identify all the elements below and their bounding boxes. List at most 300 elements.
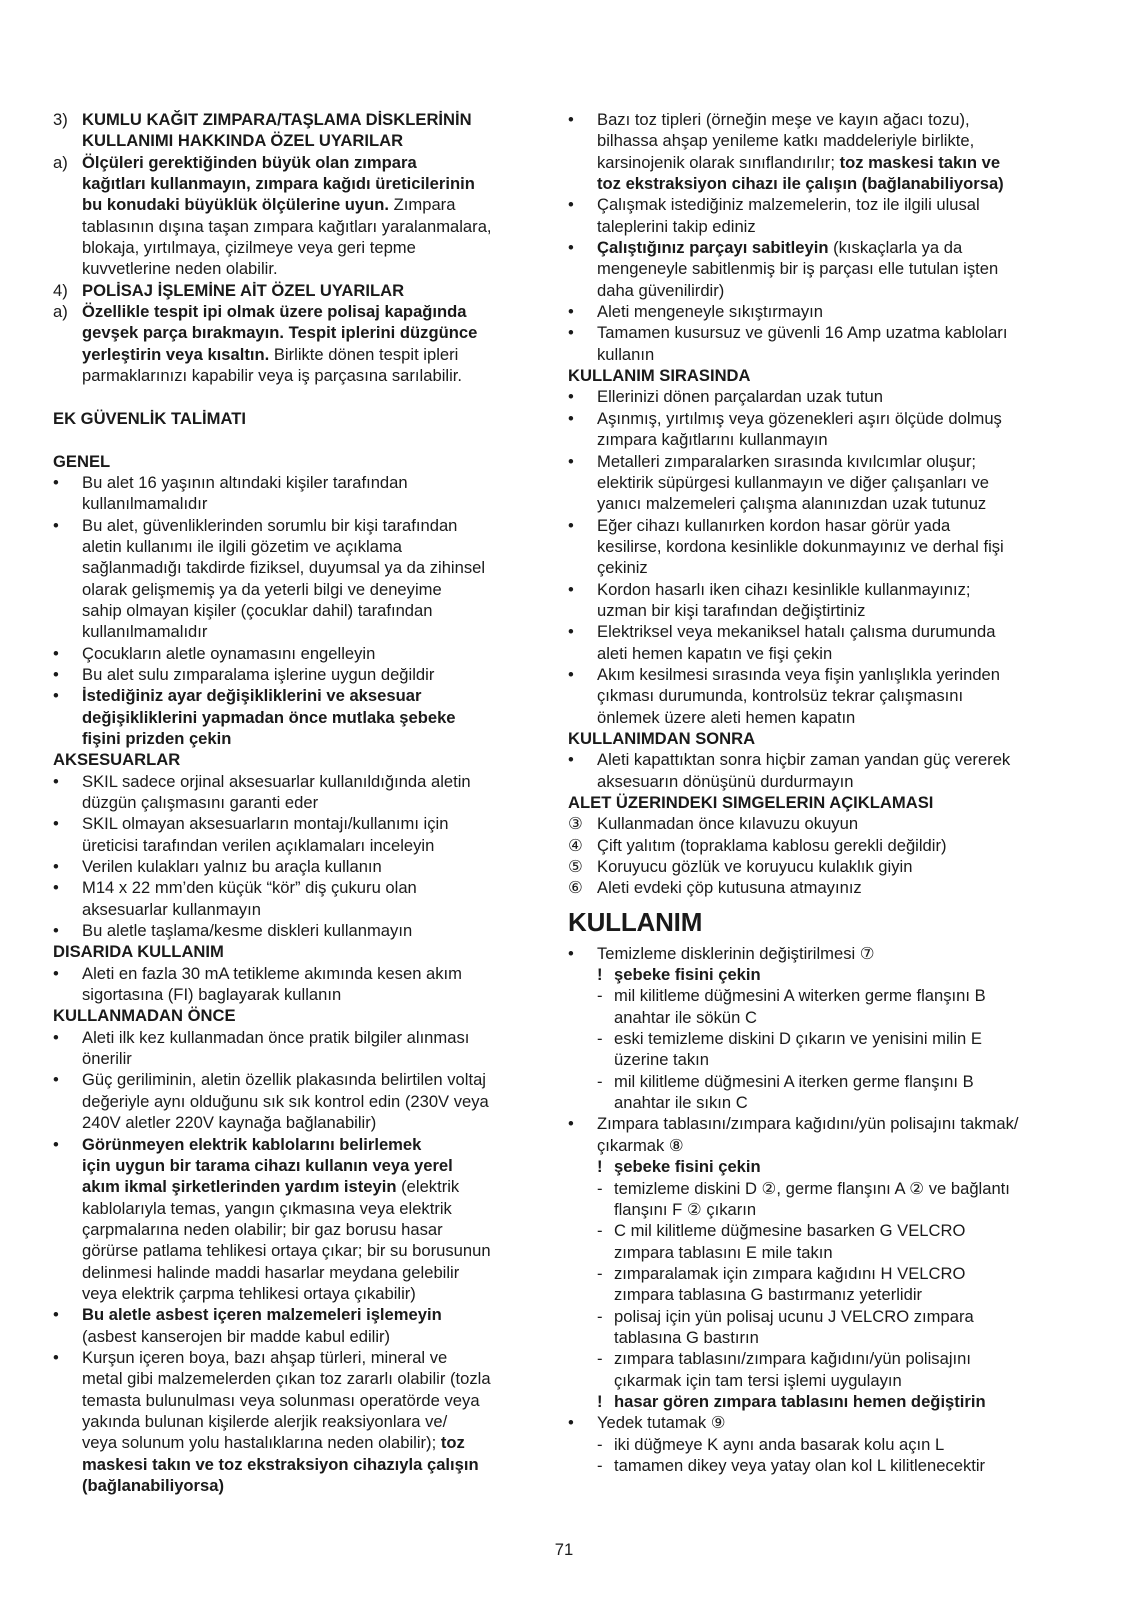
line-text: EK GÜVENLİK TALİMATI [53, 408, 246, 428]
text-line [53, 152, 543, 173]
text-line [53, 1048, 543, 1069]
left-column [53, 109, 543, 1496]
line-text: bilhassa ahşap yenileme katkı maddeleriyle birlikte, [597, 131, 975, 151]
text-line [53, 451, 543, 472]
line-marker: 4) [53, 280, 68, 300]
text-line [568, 621, 1080, 642]
line-text: Bazı toz tipleri (örneğin meşe ve kayın ağacı tozu), [597, 110, 970, 129]
text-line [53, 1326, 543, 1347]
line-text: tamamen dikey veya yatay olan kol L kilitlenecektir [614, 1455, 986, 1475]
line-marker: • [568, 750, 574, 770]
line-text: maskesi takın ve toz ekstraksiyon cihazıyla çalışın [82, 1454, 479, 1474]
line-text: 240V aletler 220V kaynağa bağlanabilir) [82, 1113, 377, 1133]
text-line [53, 792, 543, 813]
text-line [53, 493, 543, 514]
line-marker: - [597, 1221, 603, 1241]
line-text: SKIL olmayan aksesuarların montajı/kullanımı için [82, 814, 449, 834]
line-text: Yedek tutamak ⑨ [597, 1413, 726, 1433]
text-line [568, 579, 1080, 600]
line-marker: • [568, 302, 574, 322]
line-text: fişini prizden çekin [82, 728, 232, 748]
line-text: Tamamen kusursuz ve güvenli 16 Amp uzatma kabloları [597, 323, 1008, 343]
line-marker: • [53, 1347, 59, 1367]
text-line [568, 1455, 1080, 1476]
line-text: taleplerini takip ediniz [597, 216, 756, 236]
line-text: şebeke fisini çekin [614, 965, 761, 985]
text-line [568, 237, 1080, 258]
line-marker: ! [597, 1157, 603, 1177]
text-line [53, 557, 543, 578]
text-line [568, 707, 1080, 728]
text-line [568, 173, 1080, 194]
text-line [53, 258, 543, 279]
line-marker: ! [597, 965, 603, 985]
line-text: Çift yalıtım (topraklama kablosu gerekli değildir) [597, 835, 947, 855]
line-marker: 3) [53, 110, 68, 129]
line-text: anahtar ile sökün C [614, 1007, 757, 1027]
line-text: zımparalamak için zımpara kağıdını H VELCRO [614, 1263, 966, 1283]
line-text: aksesuarlar kullanmayın [82, 899, 261, 919]
line-marker: • [53, 771, 59, 791]
line-text: aletin kullanımı ile ilgili gözetim ve açıklama [82, 536, 403, 556]
text-line [53, 1368, 543, 1389]
text-line [53, 984, 543, 1005]
text-line [53, 707, 543, 728]
text-line [568, 749, 1080, 770]
line-text: KULLANIM SIRASINDA [568, 366, 751, 386]
line-text: İstediğiniz ayar değişikliklerini ve aksesuar [82, 686, 422, 706]
line-marker: - [597, 1071, 603, 1091]
line-text: ALET ÜZERINDEKI SIMGELERIN AÇIKLAMASI [568, 793, 934, 812]
text-line [568, 1156, 1080, 1177]
text-line [568, 1284, 1080, 1305]
line-text: önlemek üzere aleti hemen kapatın [597, 707, 856, 727]
line-text: Akım kesilmesi sırasında veya fişin yanlışlıkla yerinden [597, 664, 1001, 684]
line-marker: • [568, 387, 574, 407]
line-marker: - [597, 1349, 603, 1369]
line-marker: • [568, 664, 574, 684]
line-marker: - [597, 1178, 603, 1198]
text-line [53, 899, 543, 920]
line-text: KULLANMADAN ÖNCE [53, 1006, 236, 1026]
line-text: çekiniz [597, 558, 648, 578]
line-text: AKSESUARLAR [53, 750, 181, 770]
line-marker: • [53, 1070, 59, 1090]
text-line [568, 856, 1080, 877]
line-marker: • [568, 238, 574, 258]
line-marker: ! [597, 1391, 603, 1411]
text-line [568, 1007, 1080, 1028]
line-text: kesilirse, kordona kesinlikle dokunmayınız ve derhal fişi [597, 536, 1004, 556]
text-line [53, 1411, 543, 1432]
line-text: temasta bulunulması veya solunması operatörde veya [82, 1390, 480, 1410]
text-line [568, 1071, 1080, 1092]
text-line [53, 515, 543, 536]
line-marker: • [53, 1027, 59, 1047]
line-text [53, 1432, 543, 1453]
line-text: kullanın [597, 344, 655, 364]
line-text: parmaklarınızı kapabilir veya iş parçasına sarılabilir. [82, 366, 462, 386]
text-line [568, 429, 1080, 450]
text-line [568, 792, 1080, 813]
text-line [53, 1069, 543, 1090]
line-text: kablolarıyla temas, yangın çıkmasına veya elektrik [82, 1198, 452, 1218]
line-text: delinmesi halinde maddi hasarlar meydana gelebilir [82, 1262, 460, 1282]
text-line [568, 301, 1080, 322]
line-marker: ⑤ [568, 857, 583, 877]
text-line [568, 1028, 1080, 1049]
text-line [568, 1199, 1080, 1220]
page-number: 71 [554, 1540, 574, 1559]
line-text: zımpara tablasını E mile takın [614, 1242, 833, 1262]
text-line [53, 109, 543, 130]
line-marker: a) [53, 152, 68, 172]
text-line [568, 344, 1080, 365]
text-run: Çalıştığınız parçayı sabitleyin [597, 238, 829, 258]
text-line [568, 216, 1080, 237]
text-line [53, 1347, 543, 1368]
text-line [568, 194, 1080, 215]
text-line [568, 1306, 1080, 1327]
text-line [568, 408, 1080, 429]
line-text: KULLANIMDAN SONRA [568, 728, 756, 748]
line-text: Temizleme disklerinin değiştirilmesi ⑦ [597, 943, 875, 963]
line-marker: • [568, 110, 574, 129]
line-marker: • [53, 1305, 59, 1325]
line-text: için uygun bir tarama cihazı kullanın veya yerel [82, 1155, 453, 1175]
text-run: Zımpara [389, 195, 456, 215]
line-text: değeriyle aynı olduğunu sık sık kontrol edin (230V veya [82, 1091, 489, 1111]
line-marker: - [597, 986, 603, 1006]
text-line [568, 322, 1080, 343]
line-marker: • [568, 323, 574, 343]
text-line [568, 877, 1080, 898]
text-line [53, 813, 543, 834]
line-text [53, 194, 543, 215]
text-line [53, 237, 543, 258]
line-text: düzgün çalışmasını garanti eder [82, 793, 319, 812]
line-marker: • [53, 857, 59, 877]
line-text: tablasının dışına taşan zımpara kağıtları yaralanmalara, [82, 216, 492, 236]
line-text [568, 152, 1080, 173]
line-text: KULLANIMI HAKKINDA ÖZEL UYARILAR [82, 131, 404, 151]
line-marker: ③ [568, 814, 583, 834]
line-text: zımpara tablasına G bastırmanız yeterlidir [614, 1285, 923, 1305]
section-heading: KULLANIM [568, 906, 703, 937]
text-line [568, 835, 1080, 856]
line-marker: • [568, 195, 574, 215]
text-line [53, 194, 543, 215]
line-text: anahtar ile sıkın C [614, 1093, 748, 1113]
line-text: zımpara tablasını/zımpara kağıdını/yün polisajını [614, 1349, 971, 1369]
text-line [568, 943, 1080, 964]
line-text: üzerine takın [614, 1050, 710, 1070]
line-text: yanıcı malzemeleri çalışma alanınızdan uzak tutunuz [597, 494, 987, 514]
text-line [53, 621, 543, 642]
text-run: yerleştirin veya kısaltın. [82, 344, 270, 364]
line-text: Koruyucu gözlük ve koruyucu kulaklık giyin [597, 857, 913, 877]
line-text: Görünmeyen elektrik kablolarını belirlemek [82, 1134, 422, 1154]
text-line [53, 1262, 543, 1283]
line-marker: • [568, 1413, 574, 1433]
text-line [568, 109, 1080, 130]
line-text: Ellerinizi dönen parçalardan uzak tutun [597, 387, 883, 407]
line-marker: • [53, 921, 59, 941]
text-line [568, 728, 1080, 749]
line-text [53, 344, 543, 365]
text-line [568, 1049, 1080, 1070]
text-line [53, 1176, 543, 1197]
text-line [568, 771, 1080, 792]
line-text: elektirik süpürgesi kullanmayın ve diğer çalışanları ve [597, 472, 989, 492]
text-line [53, 941, 543, 962]
text-line [568, 258, 1080, 279]
line-text: kuvvetlerine neden olabilir. [82, 259, 278, 279]
text-line [568, 536, 1080, 557]
line-text: görürse patlama tehlikesi ortaya çıkar; bir su borusunun [82, 1241, 491, 1261]
line-text: metal gibi malzemelerden çıkan toz zararlı olabilir (tozla [82, 1369, 491, 1389]
line-text: temizleme diskini D ②, germe flanşını A ② ve bağlantı [614, 1178, 1010, 1198]
text-line [568, 280, 1080, 301]
line-text: M14 x 22 mm’den küçük “kör” diş çukuru olan [82, 878, 417, 898]
line-text: veya elektrik çarpma tehlikesi ortaya çıkabilir) [82, 1283, 416, 1303]
line-text: Eğer cihazı kullanırken kordon hasar görür yada [597, 515, 951, 535]
text-line [53, 728, 543, 749]
text-line [53, 643, 543, 664]
text-line [568, 1434, 1080, 1455]
line-marker: • [53, 515, 59, 535]
line-text: kullanılmamalıdır [82, 622, 208, 642]
text-line [568, 493, 1080, 514]
text-line [53, 173, 543, 194]
line-text: Özellikle tespit ipi olmak üzere polisaj kapağında [82, 302, 467, 322]
line-text: Ölçüleri gerektiğinden büyük olan zımpara [82, 152, 417, 172]
line-text: Kordon hasarlı iken cihazı kesinlikle kullanmayınız; [597, 579, 971, 599]
line-text: Güç geriliminin, aletin özellik plakasında belirtilen voltaj [82, 1070, 486, 1090]
text-line [53, 1432, 543, 1453]
text-run: toz maskesi takın ve [839, 152, 1001, 172]
text-line [53, 856, 543, 877]
text-line [568, 557, 1080, 578]
text-line [53, 1390, 543, 1411]
line-text: çıkması durumunda, kontrolsüz tekrar çalışmasını [597, 686, 964, 706]
line-text: kullanılmamalıdır [82, 494, 208, 514]
line-text: kağıtları kullanmayın, zımpara kağıdı üreticilerinin [82, 174, 475, 194]
text-line [53, 472, 543, 493]
line-marker: - [597, 1306, 603, 1326]
line-marker: • [53, 963, 59, 983]
line-text: sağlanmadığı takdirde fiziksel, duyumsal ya da zihinsel [82, 558, 486, 578]
text-line [568, 1370, 1080, 1391]
text-run: toz [440, 1433, 465, 1453]
text-line [568, 451, 1080, 472]
line-marker: - [597, 1455, 603, 1475]
line-text: POLİSAJ İŞLEMİNE AİT ÖZEL UYARILAR [82, 280, 405, 300]
line-text: Kurşun içeren boya, bazı ahşap türleri, mineral ve [82, 1347, 448, 1367]
text-line [568, 1113, 1080, 1134]
text-line [568, 515, 1080, 536]
line-marker: • [568, 622, 574, 642]
line-text: Çalışmak istediğiniz malzemelerin, toz ile ilgili ulusal [597, 195, 980, 215]
text-line [53, 1454, 543, 1475]
text-line [53, 835, 543, 856]
line-marker: • [53, 664, 59, 684]
line-marker: • [53, 686, 59, 706]
line-text: Bu alet sulu zımparalama işlerine uygun değildir [82, 664, 435, 684]
line-text [53, 1176, 543, 1197]
line-text: değişikliklerini yapmadan önce mutlaka şebeke [82, 707, 456, 727]
line-text: SKIL sadece orjinal aksesuarlar kullanıldığında aletin [82, 771, 471, 791]
text-line [53, 685, 543, 706]
line-text: Bu alet, güvenliklerinden sorumlu bir kişi tarafından [82, 515, 458, 535]
text-line [53, 1219, 543, 1240]
line-marker: ⑥ [568, 878, 583, 898]
text-line [568, 643, 1080, 664]
line-text: DISARIDA KULLANIM [53, 942, 224, 962]
line-text: aksesuarın dönüşünü durdurmayın [597, 771, 854, 791]
text-line [53, 1134, 543, 1155]
text-line [53, 1283, 543, 1304]
text-line [53, 664, 543, 685]
line-text: Aleti kapattıktan sonra hiçbir zaman yandan güç vererek [597, 750, 1011, 770]
line-text: flanşını F ② çıkarın [614, 1199, 757, 1219]
line-text: tablasına G bastırın [614, 1327, 759, 1347]
line-text: çıkarmak ⑧ [597, 1135, 684, 1155]
text-line [53, 579, 543, 600]
line-text: Kullanmadan önce kılavuzu okuyun [597, 814, 859, 834]
text-line [568, 600, 1080, 621]
text-line [53, 365, 543, 386]
line-text: Bu aletle taşlama/kesme diskleri kullanmayın [82, 921, 413, 941]
text-line [568, 1178, 1080, 1199]
line-text: Bu aletle asbest içeren malzemeleri işlemeyin [82, 1305, 442, 1325]
line-text: Aleti en fazla 30 mA tetikleme akımında kesen akım [82, 963, 462, 983]
line-text: mengeneyle sabitlenmiş bir iş parçası elle tutulan işten [597, 259, 999, 279]
blank-line [53, 429, 543, 450]
line-text: uzman bir kişi tarafından değiştirtiniz [597, 600, 866, 620]
text-line [53, 600, 543, 621]
text-line [53, 1475, 543, 1496]
text-line [568, 1242, 1080, 1263]
text-line [568, 386, 1080, 407]
text-line [568, 1412, 1080, 1433]
line-text: toz ekstraksiyon cihazı ile çalışın (bağlanabiliyorsa) [597, 174, 1004, 194]
line-text: gevşek parça bırakmayın. Tespit iplerini düzgünce [82, 323, 478, 343]
line-text: blokaja, yırtılmaya, çizilmeye veya geri tepme [82, 238, 416, 258]
line-marker: • [53, 814, 59, 834]
text-line [53, 963, 543, 984]
blank-line [53, 386, 543, 407]
line-text: aleti hemen kapatın ve fişi çekin [597, 643, 833, 663]
line-text: polisaj için yün polisaj ucunu J VELCRO zımpara [614, 1306, 974, 1326]
text-run: bu konudaki büyüklük ölçülerine uyun. [82, 195, 390, 215]
line-text: Bu alet 16 yaşının altındaki kişiler tarafından [82, 472, 408, 492]
line-marker: • [568, 579, 574, 599]
line-marker: • [568, 515, 574, 535]
line-text: çarpmalarına neden olabilir; bir gaz borusu hasar [82, 1219, 443, 1239]
text-line [53, 322, 543, 343]
line-text: (asbest kanserojen bir madde kabul edilir) [82, 1326, 391, 1346]
line-text: üreticisi tarafından verilen açıklamaları inceleyin [82, 835, 435, 855]
line-text [568, 237, 1080, 258]
line-marker: ④ [568, 835, 583, 855]
line-text: Metalleri zımparalarken sırasında kıvılcımlar oluşur; [597, 451, 977, 471]
text-run: karsinojenik olarak sınıflandırılır; [597, 152, 840, 172]
text-line [53, 771, 543, 792]
text-line [568, 365, 1080, 386]
line-text: önerilir [82, 1049, 132, 1069]
line-text: mil kilitleme düğmesini A iterken germe flanşını B [614, 1071, 974, 1091]
text-line [53, 130, 543, 151]
text-line [568, 985, 1080, 1006]
text-line [53, 536, 543, 557]
line-marker: • [53, 878, 59, 898]
text-run: (kıskaçlarla ya da [828, 238, 963, 258]
text-line [568, 1135, 1080, 1156]
text-line [53, 408, 543, 429]
text-line [53, 1304, 543, 1325]
line-text: sigortasına (FI) baglayarak kullanın [82, 985, 342, 1005]
line-text: Aleti mengeneyle sıkıştırmayın [597, 302, 823, 322]
line-text: şebeke fisini çekin [614, 1157, 761, 1177]
line-text: olarak gelişmemiş ya da yeterli bilgi ve deneyime [82, 579, 442, 599]
line-marker: • [53, 643, 59, 663]
text-line [568, 1327, 1080, 1348]
text-line [568, 152, 1080, 173]
text-line [568, 813, 1080, 834]
text-line [53, 344, 543, 365]
line-marker: • [568, 943, 574, 963]
line-text: iki düğmeye K aynı anda basarak kolu açın L [614, 1434, 945, 1454]
text-line [53, 1198, 543, 1219]
line-text: Aşınmış, yırtılmış veya gözenekleri aşırı ölçüde dolmuş [597, 408, 1002, 428]
text-line [53, 1005, 543, 1026]
line-text: Aleti ilk kez kullanmadan önce pratik bilgiler alınması [82, 1027, 470, 1047]
line-marker: • [568, 1114, 574, 1134]
text-line [568, 1391, 1080, 1412]
text-line [53, 1112, 543, 1133]
line-text: çıkarmak için tam tersi işlemi uygulayın [614, 1370, 902, 1390]
text-line [53, 920, 543, 941]
line-text: zımpara kağıtlarını kullanmayın [597, 430, 828, 450]
text-line [53, 301, 543, 322]
text-line [53, 1155, 543, 1176]
line-marker: • [53, 1134, 59, 1154]
line-marker: • [568, 451, 574, 471]
line-marker: - [597, 1434, 603, 1454]
line-text: Verilen kulakları yalnız bu araçla kullanın [82, 857, 382, 877]
text-line [568, 1092, 1080, 1113]
text-run: veya solunum yolu hastalıklarına neden olabilir); [82, 1433, 441, 1453]
text-line [568, 685, 1080, 706]
text-line [53, 1091, 543, 1112]
text-line [568, 964, 1080, 985]
line-marker: a) [53, 302, 68, 322]
text-line [53, 216, 543, 237]
line-text: KUMLU KAĞIT ZIMPARA/TAŞLAMA DİSKLERİNİN [82, 110, 472, 129]
text-run: Birlikte dönen tespit ipleri [269, 344, 459, 364]
line-text: GENEL [53, 451, 111, 471]
text-line [53, 1027, 543, 1048]
line-marker: - [597, 1263, 603, 1283]
line-text: Elektriksel veya mekaniksel hatalı çalısma durumunda [597, 622, 996, 642]
line-text: yakında bulunan kişilerde alerjik reaksiyonlara ve/ [82, 1411, 448, 1431]
line-text: (bağlanabiliyorsa) [82, 1476, 225, 1495]
text-line [568, 664, 1080, 685]
text-run: akım ikmal şirketlerinden yardım isteyin [82, 1177, 397, 1197]
text-line [568, 472, 1080, 493]
line-text: sahip olmayan kişiler (çocuklar dahil) tarafından [82, 600, 433, 620]
